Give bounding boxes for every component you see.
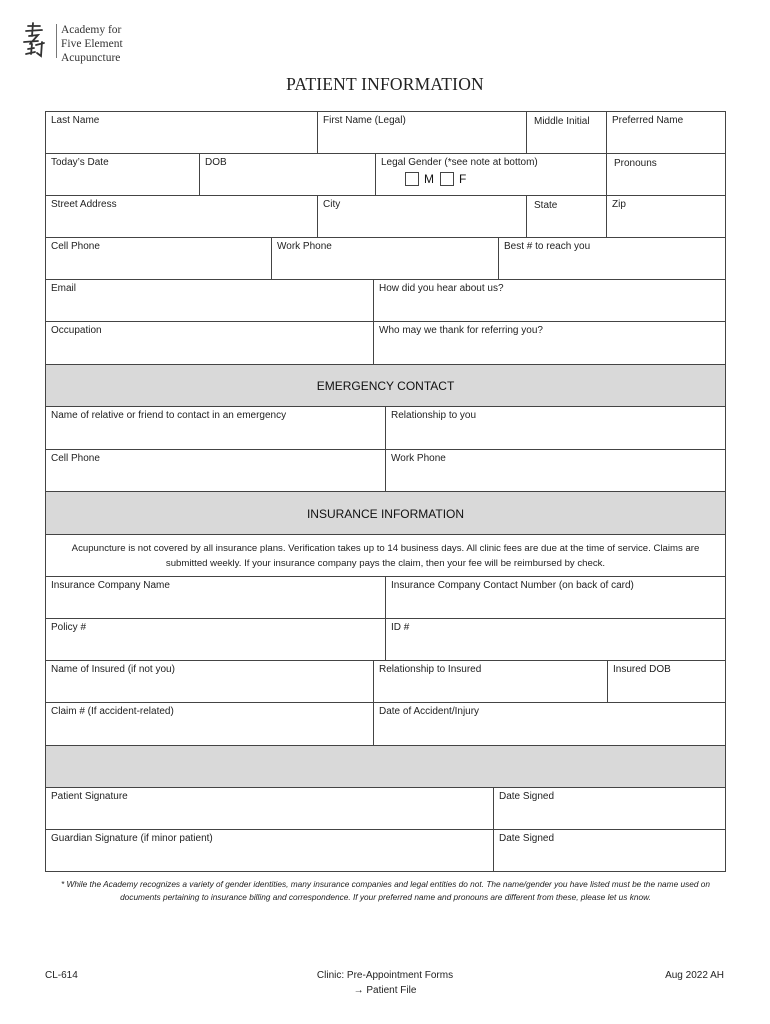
how-heard-field[interactable] [373,279,726,322]
insurance-information-title: INSURANCE INFORMATION [306,507,465,521]
insurance-company-name-field[interactable] [45,576,386,619]
pronouns-field[interactable] [606,153,726,196]
last-name-label: Last Name [51,115,100,126]
gender-footnote: * While the Academy recognizes a variety of gender identities, many insurance companies and legal entities do not. The name/gender you have listed must be the name used on documents pertaining to insurance billing and correspondence. If your preferred name and pronouns are different from these, please let us know. [60,879,711,902]
claim-number-field[interactable] [45,702,374,746]
occupation-field[interactable] [45,321,374,365]
insurance-company-name-label: Insurance Company Name [51,580,170,591]
best-number-label: Best # to reach you [504,241,591,252]
emergency-contact-header [45,364,726,407]
state-label: State [534,200,558,211]
how-heard-label: How did you hear about us? [379,283,504,294]
form-revision: Aug 2022 AH [665,970,724,981]
gender-m-label: M [424,172,434,186]
guardian-signature-label: Guardian Signature (if minor patient) [51,833,213,844]
form-code: CL-614 [45,970,78,981]
emergency-work-phone-field[interactable] [385,449,726,492]
email-field[interactable] [45,279,374,322]
legal-gender-field [375,153,607,196]
gender-f-label: F [459,172,467,186]
relationship-to-insured-label: Relationship to Insured [379,664,482,675]
patient-signature-field[interactable] [45,787,494,830]
logo-text [61,23,180,65]
street-address-label: Street Address [51,199,117,210]
form-category [235,968,535,998]
patient-information-form [45,111,726,872]
accident-date-field[interactable] [373,702,726,746]
preferred-name-field[interactable] [606,111,726,154]
logo-line-1: Academy for [61,24,122,36]
cell-phone-label: Cell Phone [51,241,100,252]
todays-date-label: Today’s Date [51,157,109,168]
accident-date-label: Date of Accident/Injury [379,706,480,717]
city-field[interactable] [317,195,527,238]
guardian-signature-field[interactable] [45,829,494,872]
email-label: Email [51,283,77,294]
signature-section-header [45,745,726,788]
insured-name-label: Name of Insured (if not you) [51,664,175,675]
academy-logo [20,20,180,64]
insurance-contact-number-label: Insurance Company Contact Number (on back of card) [391,580,634,591]
emergency-relationship-field[interactable] [385,406,726,450]
gender-f-checkbox[interactable] [440,172,454,186]
who-referred-label: Who may we thank for referring you? [379,325,543,336]
logo-line-2: Five Element Acupuncture [61,38,123,64]
form-category-line-1: Clinic: Pre-Appointment Forms [316,970,454,981]
middle-initial-field[interactable] [526,111,607,154]
gender-options [405,172,466,186]
calligraphy-logo-icon [20,22,52,60]
legal-gender-label: Legal Gender (*see note at bottom) [381,157,538,168]
middle-initial-label: Middle Initial [534,116,590,127]
who-referred-field[interactable] [373,321,726,365]
gender-m-checkbox[interactable] [405,172,419,186]
form-category-line-2: → Patient File [353,985,417,996]
city-label: City [323,199,341,210]
zip-field[interactable] [606,195,726,238]
guardian-date-signed-field[interactable] [493,829,726,872]
zip-label: Zip [612,199,626,210]
id-number-label: ID # [391,622,410,633]
claim-number-label: Claim # (If accident-related) [51,706,174,717]
dob-label: DOB [205,157,227,168]
emergency-cell-phone-field[interactable] [45,449,386,492]
patient-date-signed-label: Date Signed [499,791,555,802]
id-number-field[interactable] [385,618,726,661]
best-number-field[interactable] [498,237,726,280]
emergency-contact-name-label: Name of relative or friend to contact in an emergency [51,410,287,421]
todays-date-field[interactable] [45,153,200,196]
page-title: PATIENT INFORMATION [286,74,484,94]
dob-field[interactable] [199,153,376,196]
emergency-contact-title: EMERGENCY CONTACT [316,379,455,393]
work-phone-field[interactable] [271,237,499,280]
work-phone-label: Work Phone [277,241,332,252]
emergency-work-phone-label: Work Phone [391,453,446,464]
street-address-field[interactable] [45,195,318,238]
policy-number-label: Policy # [51,622,87,633]
insurance-notice-box [45,534,726,577]
policy-number-field[interactable] [45,618,386,661]
emergency-cell-phone-label: Cell Phone [51,453,100,464]
last-name-field[interactable] [45,111,318,154]
patient-date-signed-field[interactable] [493,787,726,830]
first-name-label: First Name (Legal) [323,115,406,126]
relationship-to-insured-field[interactable] [373,660,608,703]
insurance-information-header [45,491,726,535]
pronouns-label: Pronouns [614,158,657,169]
cell-phone-field[interactable] [45,237,272,280]
first-name-field[interactable] [317,111,527,154]
logo-divider [56,24,57,58]
emergency-relationship-label: Relationship to you [391,410,477,421]
occupation-label: Occupation [51,325,102,336]
insurance-notice-text: Acupuncture is not covered by all insurance plans. Verification takes up to 14 business days. All clinic fees are due at the time of service. Claims are submitted weekly. If your insurance company pays the claim, then your fee will be reimbursed by check. [71,543,700,569]
preferred-name-label: Preferred Name [612,115,684,126]
insured-dob-label: Insured DOB [613,664,671,675]
insured-dob-field[interactable] [607,660,726,703]
emergency-contact-name-field[interactable] [45,406,386,450]
guardian-date-signed-label: Date Signed [499,833,555,844]
insured-name-field[interactable] [45,660,374,703]
patient-signature-label: Patient Signature [51,791,128,802]
insurance-contact-number-field[interactable] [385,576,726,619]
state-field[interactable] [526,195,607,238]
